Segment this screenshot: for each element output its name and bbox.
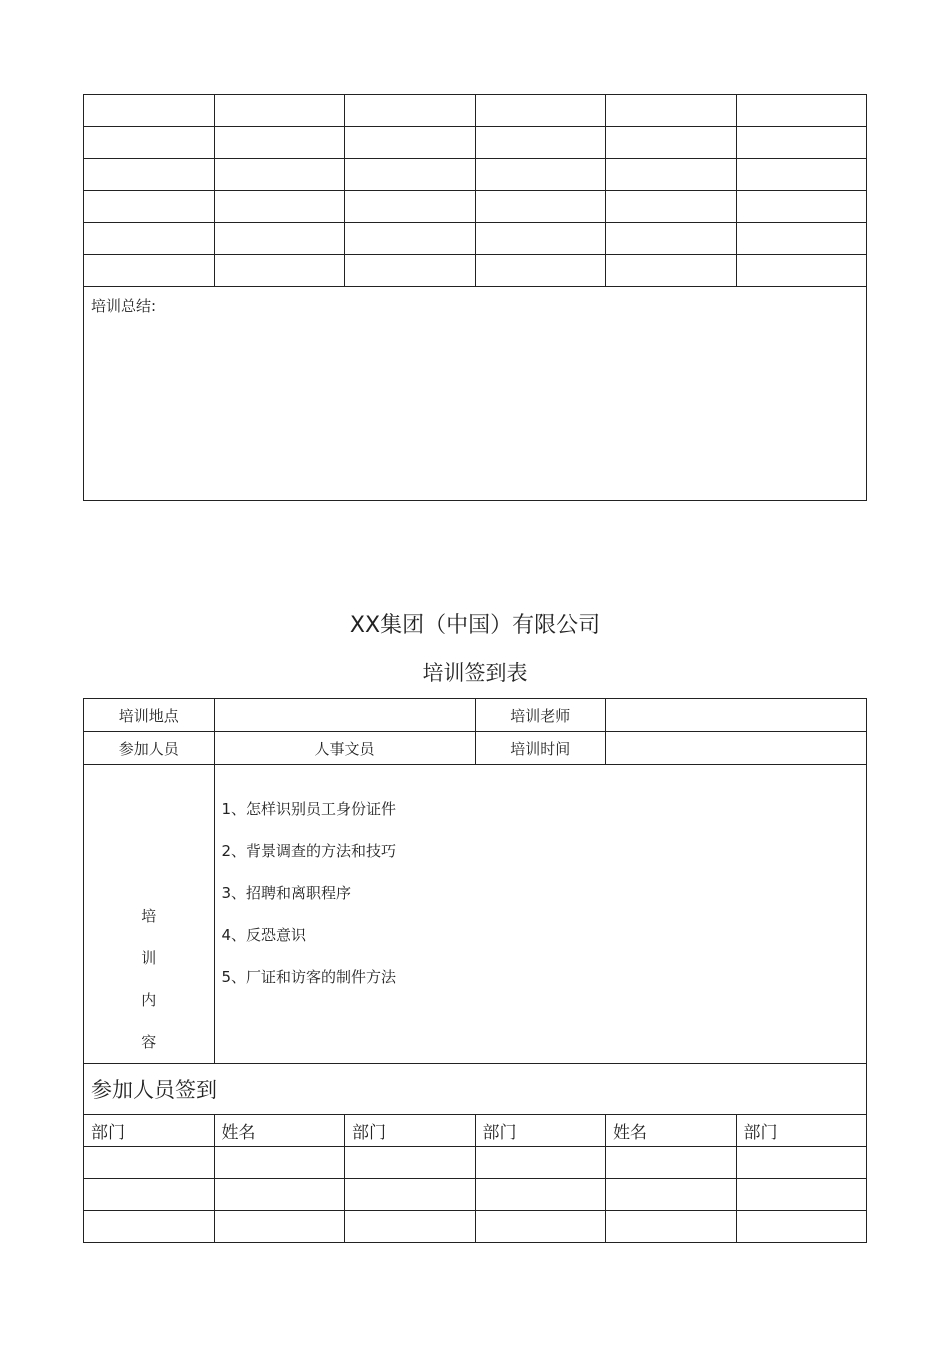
location-field[interactable] [214, 699, 475, 732]
training-content-list[interactable] [214, 765, 867, 1064]
column-header-department: 部门 [84, 1115, 215, 1147]
column-header-department: 部门 [475, 1115, 606, 1147]
table-row [84, 1211, 867, 1243]
content-label-char: 训 [141, 949, 157, 967]
column-header-department: 部门 [736, 1115, 867, 1147]
content-item: 4、反恐意识 [221, 926, 307, 944]
participants-field[interactable]: 人事文员 [214, 732, 475, 765]
content-label-char: 容 [141, 1033, 157, 1051]
summary-row [84, 287, 867, 501]
training-summary-label: 培训总结: [91, 297, 157, 315]
column-header-name: 姓名 [606, 1115, 737, 1147]
location-label: 培训地点 [84, 699, 215, 732]
content-label-char: 内 [141, 991, 157, 1009]
form-title: 培训签到表 [422, 661, 528, 685]
participants-label: 参加人员 [84, 732, 215, 765]
teacher-label: 培训老师 [475, 699, 606, 732]
info-row-participants [84, 732, 867, 765]
time-field[interactable] [606, 732, 867, 765]
signin-form-table [83, 698, 867, 1243]
content-item: 1、怎样识别员工身份证件 [221, 800, 397, 818]
column-header-name: 姓名 [214, 1115, 345, 1147]
content-item: 5、厂证和访客的制件方法 [221, 968, 397, 986]
table-row [84, 95, 867, 127]
signin-columns-row [84, 1115, 867, 1147]
content-row [84, 765, 867, 1064]
time-label: 培训时间 [475, 732, 606, 765]
table-row [84, 159, 867, 191]
previous-signin-table [83, 94, 867, 501]
training-content-label [84, 765, 215, 1064]
table-row [84, 127, 867, 159]
column-header-department: 部门 [345, 1115, 476, 1147]
content-item: 2、背景调查的方法和技巧 [221, 842, 397, 860]
signin-heading: 参加人员签到 [84, 1064, 867, 1115]
table-row [84, 1147, 867, 1179]
signin-heading-row [84, 1064, 867, 1115]
training-summary-cell[interactable] [84, 287, 867, 501]
teacher-field[interactable] [606, 699, 867, 732]
company-title: XX集团（中国）有限公司 [349, 613, 601, 638]
table-row [84, 191, 867, 223]
content-label-char: 培 [141, 907, 157, 925]
table-row [84, 1179, 867, 1211]
info-row-location [84, 699, 867, 732]
table-row [84, 255, 867, 287]
content-item: 3、招聘和离职程序 [221, 884, 352, 902]
table-row [84, 223, 867, 255]
